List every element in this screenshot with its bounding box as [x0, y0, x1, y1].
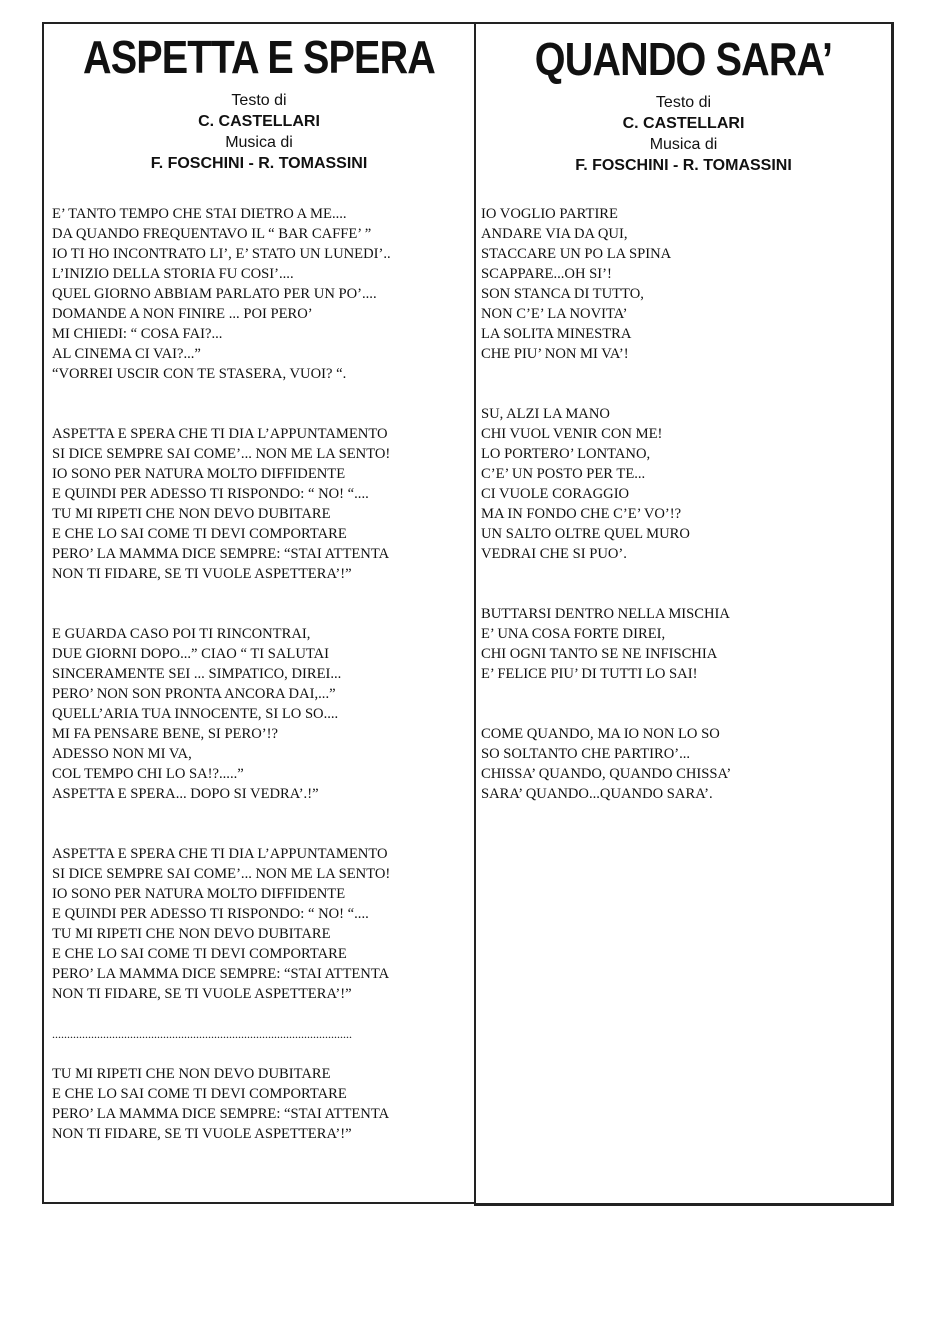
lyric-line: NON TI FIDARE, SE TI VUOLE ASPETTERA’!” [52, 986, 352, 1002]
lyric-line: PERO’ LA MAMMA DICE SEMPRE: “STAI ATTENTA [52, 1106, 390, 1122]
song-title: ASPETTA E SPERA [82, 31, 435, 83]
lyric-line: VEDRAI CHE SI PUO’. [481, 546, 627, 562]
lyric-line: IO SONO PER NATURA MOLTO DIFFIDENTE [52, 886, 346, 902]
lyric-line: BUTTARSI DENTRO NELLA MISCHIA [481, 606, 730, 622]
music-label: Musica di [649, 136, 718, 153]
stanza-gap [52, 804, 391, 844]
lyric-line: COL TEMPO CHI LO SA!?.....” [52, 766, 244, 782]
stanza [52, 424, 391, 584]
stanza [481, 724, 731, 804]
lyric-line: MI FA PENSARE BENE, SI PERO’!? [52, 726, 278, 742]
lyric-line: QUEL GIORNO ABBIAM PARLATO PER UN PO’.... [52, 286, 377, 302]
lyric-line: LA SOLITA MINESTRA [481, 326, 632, 342]
lyric-line: SI DICE SEMPRE SAI COME’... NON ME LA SENTO! [52, 866, 391, 882]
lyric-line: NON C’E’ LA NOVITA’ [481, 306, 628, 322]
lyric-line: MA IN FONDO CHE C’E’ VO’!? [481, 506, 682, 522]
lyric-line: TU MI RIPETI CHE NON DEVO DUBITARE [52, 1066, 331, 1082]
lyric-line: SON STANCA DI TUTTO, [481, 286, 644, 302]
lyric-line: LO PORTERO’ LONTANO, [481, 446, 651, 462]
stanza [481, 404, 731, 564]
lyric-line: DA QUANDO FREQUENTAVO IL “ BAR CAFFE’ ” [52, 226, 372, 242]
lyric-line: QUELL’ARIA TUA INNOCENTE, SI LO SO.... [52, 706, 339, 722]
composer-names: F. FOSCHINI - R. TOMASSINI [150, 155, 368, 172]
lyric-line: PERO’ LA MAMMA DICE SEMPRE: “STAI ATTENTA [52, 966, 390, 982]
lyric-line: E CHE LO SAI COME TI DEVI COMPORTARE [52, 526, 347, 542]
lyric-line: NON TI FIDARE, SE TI VUOLE ASPETTERA’!” [52, 1126, 352, 1142]
lyric-line: E QUINDI PER ADESSO TI RISPONDO: “ NO! “.... [52, 486, 369, 502]
lyric-line: ANDARE VIA DA QUI, [481, 226, 628, 242]
stanza [481, 204, 731, 364]
song-credits [476, 92, 891, 176]
stanza-gap [481, 364, 731, 404]
lyric-line: CHI VUOL VENIR CON ME! [481, 426, 663, 442]
lyric-line: STACCARE UN PO LA SPINA [481, 246, 672, 262]
lyric-line: E GUARDA CASO POI TI RINCONTRAI, [52, 626, 311, 642]
dotted-separator: .................................................................................................... [52, 1027, 352, 1041]
stanza [52, 844, 391, 1004]
lyric-line: E’ TANTO TEMPO CHE STAI DIETRO A ME.... [52, 206, 347, 222]
lyric-line: PERO’ NON SON PRONTA ANCORA DAI,...” [52, 686, 336, 702]
stanza [52, 624, 391, 804]
lyric-line: SARA’ QUANDO...QUANDO SARA’. [481, 786, 713, 802]
lyric-line: E CHE LO SAI COME TI DEVI COMPORTARE [52, 1086, 347, 1102]
song-panel-right [474, 22, 894, 1206]
lyrics-label: Testo di [231, 92, 287, 109]
lyric-line: PERO’ LA MAMMA DICE SEMPRE: “STAI ATTENTA [52, 546, 390, 562]
lyricist-name: C. CASTELLARI [622, 115, 745, 132]
lyric-line: IO TI HO INCONTRATO LI’, E’ STATO UN LUNEDI’.. [52, 246, 391, 262]
lyric-line: TU MI RIPETI CHE NON DEVO DUBITARE [52, 926, 331, 942]
lyric-line: E CHE LO SAI COME TI DEVI COMPORTARE [52, 946, 347, 962]
lyric-line: CHISSA’ QUANDO, QUANDO CHISSA’ [481, 766, 732, 782]
lyric-line: UN SALTO OLTRE QUEL MURO [481, 526, 690, 542]
lyric-line: DOMANDE A NON FINIRE ... POI PERO’ [52, 306, 313, 322]
stanza-gap [481, 564, 731, 604]
lyric-line: E’ UNA COSA FORTE DIREI, [481, 626, 666, 642]
lyric-line: TU MI RIPETI CHE NON DEVO DUBITARE [52, 506, 331, 522]
lyric-line: MI CHIEDI: “ COSA FAI?... [52, 326, 223, 342]
lyric-line: ASPETTA E SPERA... DOPO SI VEDRA’.!” [52, 786, 319, 802]
stanza-gap [52, 584, 391, 624]
stanza [52, 1064, 391, 1144]
lyric-line: SI DICE SEMPRE SAI COME’... NON ME LA SENTO! [52, 446, 391, 462]
lyric-line: SCAPPARE...OH SI’! [481, 266, 612, 282]
lyric-line: ADESSO NON MI VA, [52, 746, 192, 762]
composer-names: F. FOSCHINI - R. TOMASSINI [575, 157, 792, 174]
lyric-line: NON TI FIDARE, SE TI VUOLE ASPETTERA’!” [52, 566, 352, 582]
stanza [481, 604, 731, 684]
lyric-line: E’ FELICE PIU’ DI TUTTI LO SAI! [481, 666, 698, 682]
lyric-line: ASPETTA E SPERA CHE TI DIA L’APPUNTAMENTO [52, 846, 388, 862]
lyric-line: CI VUOLE CORAGGIO [481, 486, 630, 502]
lyric-line: CHE PIU’ NON MI VA’! [481, 346, 629, 362]
lyrics-label: Testo di [655, 94, 712, 111]
lyric-line: IO VOGLIO PARTIRE [481, 206, 618, 222]
lyric-line: “VORREI USCIR CON TE STASERA, VUOI? “. [52, 366, 347, 382]
stanza [52, 204, 391, 384]
lyric-line: L’INIZIO DELLA STORIA FU COSI’.... [52, 266, 294, 282]
song-credits [44, 90, 474, 174]
lyric-line: E QUINDI PER ADESSO TI RISPONDO: “ NO! “.... [52, 906, 369, 922]
lyric-line: CHI OGNI TANTO SE NE INFISCHIA [481, 646, 718, 662]
lyric-line: DUE GIORNI DOPO...” CIAO “ TI SALUTAI [52, 646, 330, 662]
song-panel-left [42, 22, 476, 1204]
lyric-line: ASPETTA E SPERA CHE TI DIA L’APPUNTAMENTO [52, 426, 388, 442]
lyric-line: SO SOLTANTO CHE PARTIRO’... [481, 746, 691, 762]
lyric-line: AL CINEMA CI VAI?...” [52, 346, 201, 362]
lyric-line: C’E’ UN POSTO PER TE... [481, 466, 646, 482]
stanza-gap [481, 684, 731, 724]
lyricist-name: C. CASTELLARI [198, 113, 320, 130]
song-title: QUANDO SARA’ [534, 33, 833, 85]
stanza-gap [52, 384, 391, 424]
lyric-line: IO SONO PER NATURA MOLTO DIFFIDENTE [52, 466, 346, 482]
music-label: Musica di [225, 134, 293, 151]
lyric-line: SINCERAMENTE SEI ... SIMPATICO, DIREI... [52, 666, 342, 682]
lyrics-body [481, 204, 731, 804]
lyric-line: COME QUANDO, MA IO NON LO SO [481, 726, 720, 742]
lyrics-body [52, 204, 391, 1144]
lyric-line: SU, ALZI LA MANO [481, 406, 610, 422]
